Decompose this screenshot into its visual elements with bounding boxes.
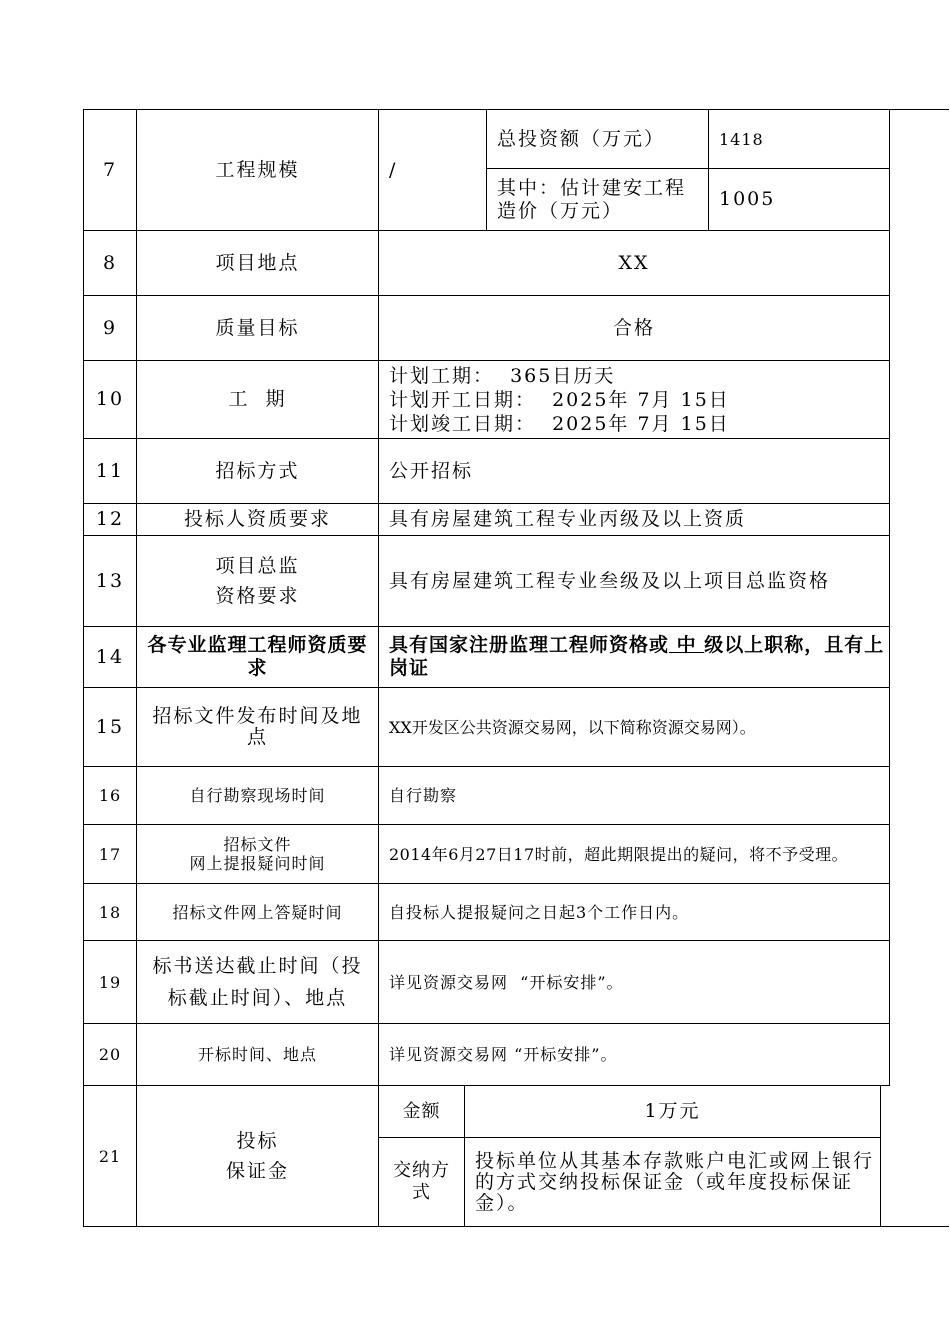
row-value: 自投标人提报疑问之日起3个工作日内。	[389, 902, 690, 922]
underlined-level: 中	[669, 634, 705, 656]
row-value: XX开发区公共资源交易网，以下简称资源交易网）。	[389, 717, 756, 737]
row-label: 招标文件发布时间及地点	[152, 705, 363, 748]
row-label: 项目总监 资格要求	[215, 555, 300, 607]
planned-start-date: 计划开工日期： 2025年 7月 15日	[389, 388, 730, 411]
row-label: 工程规模	[215, 158, 300, 181]
row-number: 21	[98, 1146, 122, 1166]
row-label: 自行勘察现场时间	[189, 786, 326, 805]
sub-label: 总投资额（万元）	[497, 127, 666, 150]
row-number: 12	[95, 508, 125, 530]
planned-duration: 计划工期： 365日历天	[389, 364, 616, 387]
row-label: 各专业监理工程师资质要求	[147, 634, 368, 679]
row-value: 2014年6月27日17时前，超此期限提出的疑问，将不予受理。	[389, 844, 849, 864]
row-value: 自行勘察	[389, 786, 458, 805]
row-number: 10	[95, 388, 125, 410]
row-value	[379, 627, 889, 687]
sub-label: 交纳方式	[393, 1160, 450, 1203]
value-text: 具有国家注册监理工程师资格或	[389, 634, 670, 656]
row-number: 11	[95, 459, 125, 482]
row-number: 15	[95, 715, 125, 738]
schedule-lines	[379, 361, 889, 438]
row-number: 20	[98, 1045, 122, 1064]
row-number: 9	[102, 316, 118, 339]
row-value: /	[389, 158, 398, 181]
row-label: 招标文件网上答疑时间	[172, 902, 343, 922]
row-number: 7	[102, 158, 118, 181]
row-value: 详见资源交易网 “开标安排”。	[389, 1045, 618, 1064]
deposit-payment-method: 投标单位从其基本存款账户电汇或网上银行的方式交纳投标保证金（或年度投标保证金）。	[475, 1149, 875, 1214]
row-label: 质量目标	[215, 316, 300, 339]
sub-value: 1418	[719, 129, 764, 149]
row-label: 投标 保证金	[225, 1130, 289, 1182]
sub-value: 1005	[719, 188, 776, 210]
row-label: 招标方式	[215, 459, 300, 482]
row-value: 具有房屋建筑工程专业叁级及以上项目总监资格	[389, 569, 831, 592]
row-value: 合格	[612, 316, 655, 339]
row-label: 招标文件 网上提报疑问时间	[189, 835, 326, 873]
row-label: 项目地点	[215, 251, 300, 274]
row-label: 工 期	[228, 388, 287, 410]
row-number: 16	[98, 786, 122, 805]
row-number: 8	[102, 251, 118, 274]
row-value: 具有房屋建筑工程专业丙级及以上资质	[389, 508, 747, 530]
row-number: 13	[95, 569, 125, 592]
sub-label: 其中：估计建安工程造价（万元）	[497, 176, 687, 222]
deposit-amount: 1万元	[644, 1100, 701, 1122]
row-number: 18	[98, 902, 122, 922]
row-value: 公开招标	[389, 459, 474, 482]
row-label: 投标人资质要求	[183, 508, 331, 530]
row-number: 19	[98, 972, 122, 992]
value-text: 级以上职称，且有上岗证	[389, 634, 885, 679]
row-label: 标书送达截止时间（投标截止时间）、地点	[152, 955, 363, 1009]
row-value: XX	[618, 251, 650, 274]
row-number: 14	[95, 645, 125, 668]
row-number: 17	[98, 844, 122, 864]
sub-label: 金额	[402, 1101, 441, 1122]
row-value: 详见资源交易网 “开标安排”。	[389, 972, 624, 992]
row-label: 开标时间、地点	[197, 1045, 317, 1064]
planned-end-date: 计划竣工日期： 2025年 7月 15日	[389, 412, 730, 435]
